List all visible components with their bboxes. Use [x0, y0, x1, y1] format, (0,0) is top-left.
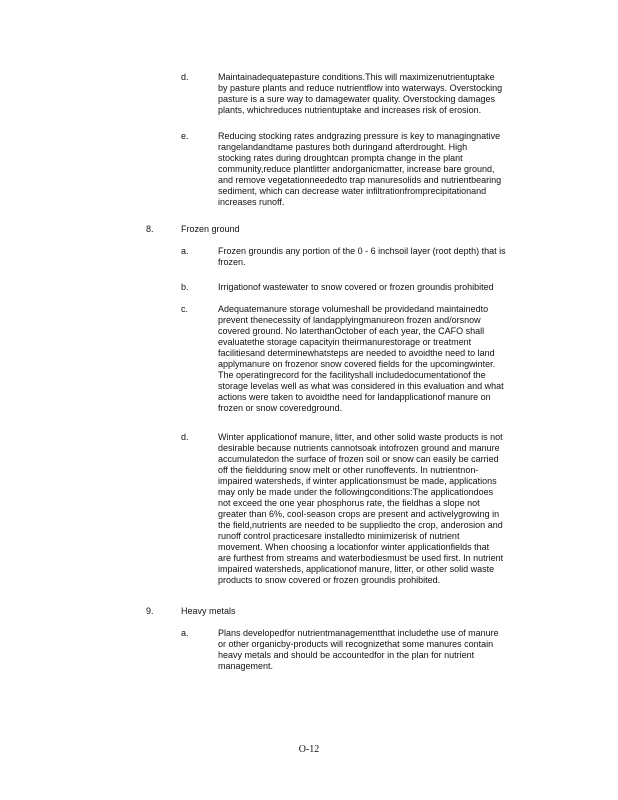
list-marker: a. — [181, 246, 189, 256]
list-marker: c. — [181, 304, 189, 314]
list-marker: d. — [181, 72, 189, 82]
list-item-text: Irrigationof wastewater to snow covered or frozen groundis prohibited — [218, 282, 494, 292]
page-number: O-12 — [298, 744, 320, 755]
section-heading: Heavy metals — [181, 606, 236, 616]
list-marker: e. — [181, 131, 189, 141]
list-item-text: Frozen groundis any portion of the 0 - 6 inchsoil layer (root depth) that is frozen. — [218, 246, 506, 267]
list-marker: d. — [181, 432, 189, 442]
list-item-text: Winter applicationof manure, litter, and other solid waste products is not desirable because nutrients cannotsoak intofrozen ground and manure accumulatedon the surface of frozen soil or snow can easily be carried off the fieldduring snow melt or other runoffevents. In nutrientnon- impaired watersheds, if winter applicationsmust be made, applications may only be made under the followingconditions:The applicationdoes not exceed the one year phosphorus rate, the fieldhas a slope not greater than 6%, cool-season crops are present and activelygrowing in the field,nutrients are needed to be suppliedto the crop, anderosion and runoff control practicesare installedto minimizerisk of nutrient movement. When choosing a locationfor winter applicationfields that are furthest from streams and waterbodiesmust be used first. In nutrient impaired watersheds, applicationof manure, litter, or other solid waste products to snow covered or frozen groundis prohibited. — [218, 432, 504, 585]
list-item-text: Reducing stocking rates andgrazing pressure is key to managingnative rangelandandtame pastures both duringand afterdrought. High stocking rates during droughtcan prompta change in the plant community,reduce plantlitter andorganicmatter, increase bare ground, and remove vegetationneededto trap manuresolids and nutrientbearing sediment, which can decrease water infiltrationfromprecipitationand increases runoff. — [218, 131, 502, 207]
list-item-text: Plans developedfor nutrientmanagementthat includethe use of manure or other organicby-products will recognizethat some manures contain heavy metals and should be accountedfor in the plan for nutrient management. — [218, 628, 499, 671]
list-item-text: Adequatemanure storage volumeshall be providedand maintainedto prevent thenecessity of landapplyingmanureon frozen and/orsnow covered ground. No laterthanOctober of each year, the CAFO shall evaluatethe storage capacityin theirmanurestorage or treatment facilitiesand determinewhatsteps are needed to avoidthe need to land applymanure on frozenor snow covered fields for the upcomingwinter. The operatingrecord for the facilityshall includedocumentationof the storage levelas well as what was considered in this evaluation and what actions were taken to avoidthe need for landapplicationof manure on frozen or snow coveredground. — [218, 304, 504, 413]
list-item-text: Maintainadequatepasture conditions.This will maximizenutrientuptake by pasture plants and reduce nutrientflow into waterways. Overstocking pasture is a sure way to damagewater quality. Overstocking damages plants, whichreduces nutrientuptake and increases risk of erosion. — [218, 72, 503, 115]
list-marker: b. — [181, 282, 189, 292]
section-heading: Frozen ground — [181, 224, 240, 234]
section-number: 9. — [146, 606, 154, 616]
section-number: 8. — [146, 224, 154, 234]
list-marker: a. — [181, 628, 189, 638]
